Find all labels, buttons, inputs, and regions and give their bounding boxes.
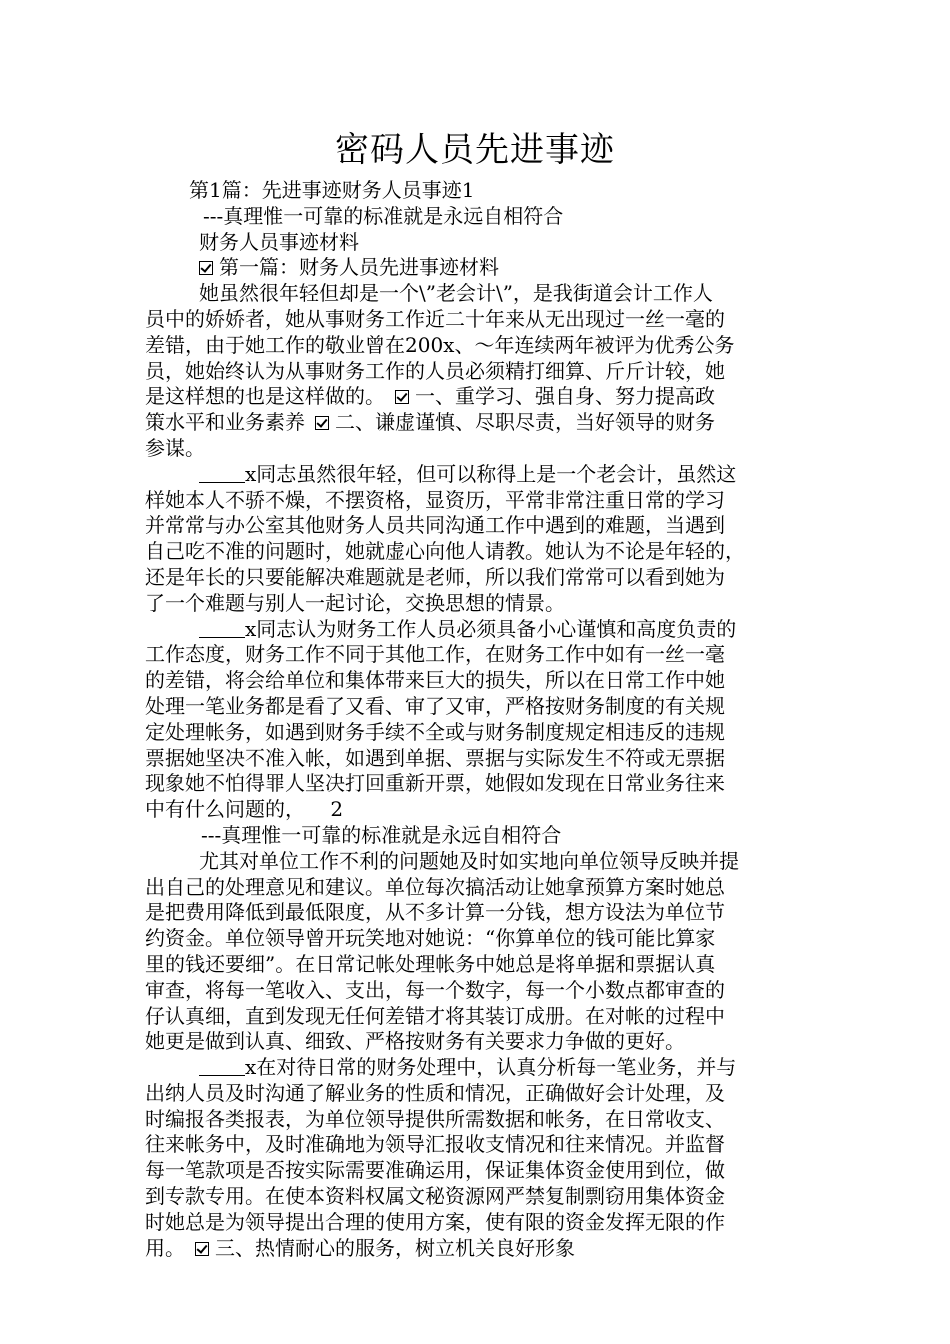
text-line: 她虽然很年轻但却是一个\”老会计\”，是我街道会计工作人 <box>199 281 713 306</box>
text-line: 里的钱还要细”。在日常记帐处理帐务中她总是将单据和票据认真 <box>145 951 716 976</box>
text-span: 一、重学习、强自身、努力提高政 <box>415 384 715 409</box>
text-span: 策水平和业务素养 <box>145 410 305 435</box>
text-line: 的差错，将会给单位和集体带来巨大的损失，所以在日常工作中她 <box>145 668 725 693</box>
text-line: 自己吃不准的问题时，她就虚心向他人请教。她认为不论是年轻的， <box>145 539 745 564</box>
text-line: 财务人员事迹材料 <box>199 229 359 254</box>
blank-underline <box>199 464 245 483</box>
text-line: 员中的娇娇者，她从事财务工作近二十年来从无出现过一丝一毫的 <box>145 306 725 331</box>
text-line: 仔认真细，直到发现无任何差错才将其装订成册。在对帐的过程中 <box>145 1003 725 1028</box>
checkbox-icon <box>395 390 409 404</box>
text-line <box>145 410 809 436</box>
text-line: 审查，将每一笔收入、支出，每一个数字，每一个小数点都审查的 <box>145 977 725 1002</box>
text-span: 二、谦虚谨慎、尽职尽责，当好领导的财务 <box>335 410 715 435</box>
text-line <box>145 1236 809 1262</box>
text-line: 处理一笔业务都是看了又看、审了又审，严格按财务制度的有关规 <box>145 693 725 718</box>
text-line: 约资金。单位领导曾开玩笑地对她说：“你算单位的钱可能比算家 <box>145 926 716 951</box>
text-line: 员，她始终认为从事财务工作的人员必须精打细算、斤斤计较，她 <box>145 358 725 383</box>
text-line: 时她总是为领导提出合理的使用方案，使有限的资金发挥无限的作 <box>145 1209 725 1234</box>
text-line: 出自己的处理意见和建议。单位每次搞活动让她拿预算方案时她总 <box>145 874 725 899</box>
text-line: 是把费用降低到最低限度，从不多计算一分钱，想方设法为单位节 <box>145 900 725 925</box>
text-line: 每一笔款项是否按实际需要准确运用，保证集体资金使用到位，做 <box>145 1158 725 1183</box>
text-span: x同志认为财务工作人员必须具备小心谨慎和高度负责的 <box>245 616 737 641</box>
text-line <box>145 617 809 643</box>
text-line: 第1篇：先进事迹财务人员事迹1 <box>189 178 475 202</box>
text-line: 并常常与办公室其他财务人员共同沟通工作中遇到的难题，当遇到 <box>145 513 725 538</box>
text-line: 还是年长的只要能解决难题就是老师，所以我们常常可以看到她为 <box>145 564 725 589</box>
section-heading: 第一篇：财务人员先进事迹材料 <box>219 255 499 280</box>
checkbox-icon <box>315 416 329 430</box>
text-line <box>145 1055 809 1081</box>
text-line: 差错，由于她工作的敬业曾在200x、～年连续两年被评为优秀公务 <box>145 332 735 357</box>
text-line: 票据她坚决不准入帐，如遇到单据、票据与实际发生不符或无票据 <box>145 745 725 770</box>
text-line: 工作态度，财务工作不同于其他工作，在财务工作中如有一丝一毫 <box>145 642 725 667</box>
text-line: 现象她不怕得罪人坚决打回重新开票，她假如发现在日常业务往来 <box>145 771 725 796</box>
text-span: x在对待日常的财务处理中，认真分析每一笔业务，并与 <box>245 1055 737 1080</box>
text-line: 她更是做到认真、细致、严格按财务有关要求力争做的更好。 <box>145 1029 685 1054</box>
blank-underline <box>199 1057 245 1076</box>
text-line: 尤其对单位工作不利的问题她及时如实地向单位领导反映并提 <box>199 848 739 873</box>
blank-underline <box>199 619 245 638</box>
checkbox-icon <box>199 261 213 275</box>
text-line: ---真理惟一可靠的标准就是永远自相符合 <box>203 203 564 228</box>
text-span: 用。 <box>145 1235 185 1260</box>
text-line: 出纳人员及时沟通了解业务的性质和情况，正确做好会计处理，及 <box>145 1080 725 1105</box>
text-line: 时编报各类报表，为单位领导提供所需数据和帐务，在日常收支、 <box>145 1106 725 1131</box>
document-body <box>145 178 809 1261</box>
text-line <box>145 255 809 281</box>
checkbox-icon <box>195 1242 209 1256</box>
text-line: 中有什么问题的， 2 <box>145 797 344 822</box>
text-span: 三、热情耐心的服务，树立机关良好形象 <box>215 1235 575 1260</box>
text-line <box>145 384 809 410</box>
text-line <box>145 462 809 488</box>
text-span: 是这样想的也是这样做的。 <box>145 384 385 409</box>
text-line: 定处理帐务，如遇到财务手续不全或与财务制度规定相违反的违规 <box>145 719 725 744</box>
document-title: 密码人员先进事迹 <box>335 130 615 170</box>
text-line: 到专款专用。在使本资料权属文秘资源网严禁复制剽窃用集体资金 <box>145 1184 725 1209</box>
text-line: 参谋。 <box>145 435 205 460</box>
text-span: x同志虽然很年轻，但可以称得上是一个老会计，虽然这 <box>245 461 737 486</box>
text-line: 了一个难题与别人一起讨论，交换思想的情景。 <box>145 590 565 615</box>
text-line: ---真理惟一可靠的标准就是永远自相符合 <box>201 822 562 847</box>
text-line: 往来帐务中，及时准确地为领导汇报收支情况和往来情况。并监督 <box>145 1132 725 1157</box>
text-line: 样她本人不骄不燥，不摆资格，显资历，平常非常注重日常的学习 <box>145 487 725 512</box>
